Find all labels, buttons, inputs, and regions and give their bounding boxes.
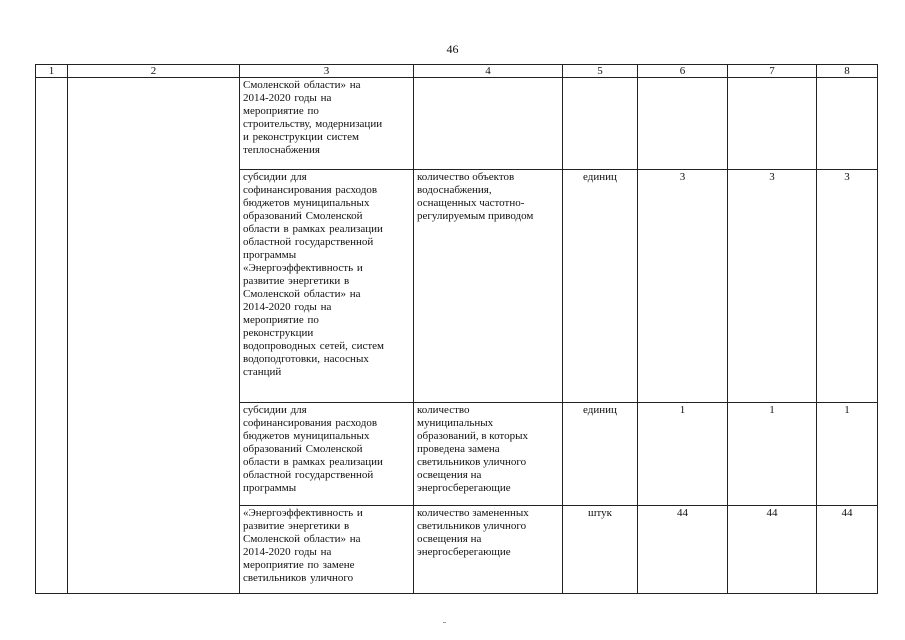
unit-cell (563, 78, 638, 170)
header-row (36, 65, 878, 78)
value-cell-col6: 1 (638, 403, 728, 506)
value-cell-col6: 44 (638, 506, 728, 594)
table-row (36, 78, 878, 170)
cell-col2 (68, 78, 240, 594)
value-cell-col7: 1 (728, 403, 817, 506)
measure-description-cell: субсидии для софинансирования расходов бюджетов муниципальных образований Смоленской области в рамках реализации областной государственной программы «Энергоэффективность и развитие энергетики в Смоленской области» на 2014-2020 годы на мероприятие по реконструкции водопроводных сетей, систем водоподготовки, насосных станций (240, 170, 414, 403)
unit-cell: штук (563, 506, 638, 594)
col-header-3: 3 (240, 65, 414, 78)
data-table (35, 64, 878, 594)
indicator-cell: количество замененных светильников уличного освещения на энергосберегающие (414, 506, 563, 594)
indicator-cell: количество объектов водоснабжения, оснащенных частотно- регулируемым приводом (414, 170, 563, 403)
value-cell-col6 (638, 78, 728, 170)
measure-description-cell: Смоленской области» на 2014-2020 годы на мероприятие по строительству, модернизации и реконструкции систем теплоснабжения (240, 78, 414, 170)
value-cell-col7 (728, 78, 817, 170)
col-header-8: 8 (817, 65, 878, 78)
col-header-1: 1 (36, 65, 68, 78)
value-cell-col8: 44 (817, 506, 878, 594)
value-cell-col8: 1 (817, 403, 878, 506)
col-header-4: 4 (414, 65, 563, 78)
value-cell-col7: 3 (728, 170, 817, 403)
col-header-5: 5 (563, 65, 638, 78)
cell-col1 (36, 78, 68, 594)
measure-description-cell: субсидии для софинансирования расходов бюджетов муниципальных образований Смоленской области в рамках реализации областной государственной программы (240, 403, 414, 506)
indicator-cell: количество муниципальных образований, в которых проведена замена светильников уличного освещения на энергосберегающие (414, 403, 563, 506)
indicator-cell (414, 78, 563, 170)
unit-cell: единиц (563, 170, 638, 403)
measure-description-cell: «Энергоэффективность и развитие энергетики в Смоленской области» на 2014-2020 годы на мероприятие по замене светильников уличного (240, 506, 414, 594)
value-cell-col8: 3 (817, 170, 878, 403)
value-cell-col6: 3 (638, 170, 728, 403)
unit-cell: единиц (563, 403, 638, 506)
page-number: 46 (446, 42, 459, 56)
col-header-2: 2 (68, 65, 240, 78)
col-header-6: 6 (638, 65, 728, 78)
value-cell-col7: 44 (728, 506, 817, 594)
col-header-7: 7 (728, 65, 817, 78)
value-cell-col8 (817, 78, 878, 170)
scan-speck (443, 622, 446, 623)
